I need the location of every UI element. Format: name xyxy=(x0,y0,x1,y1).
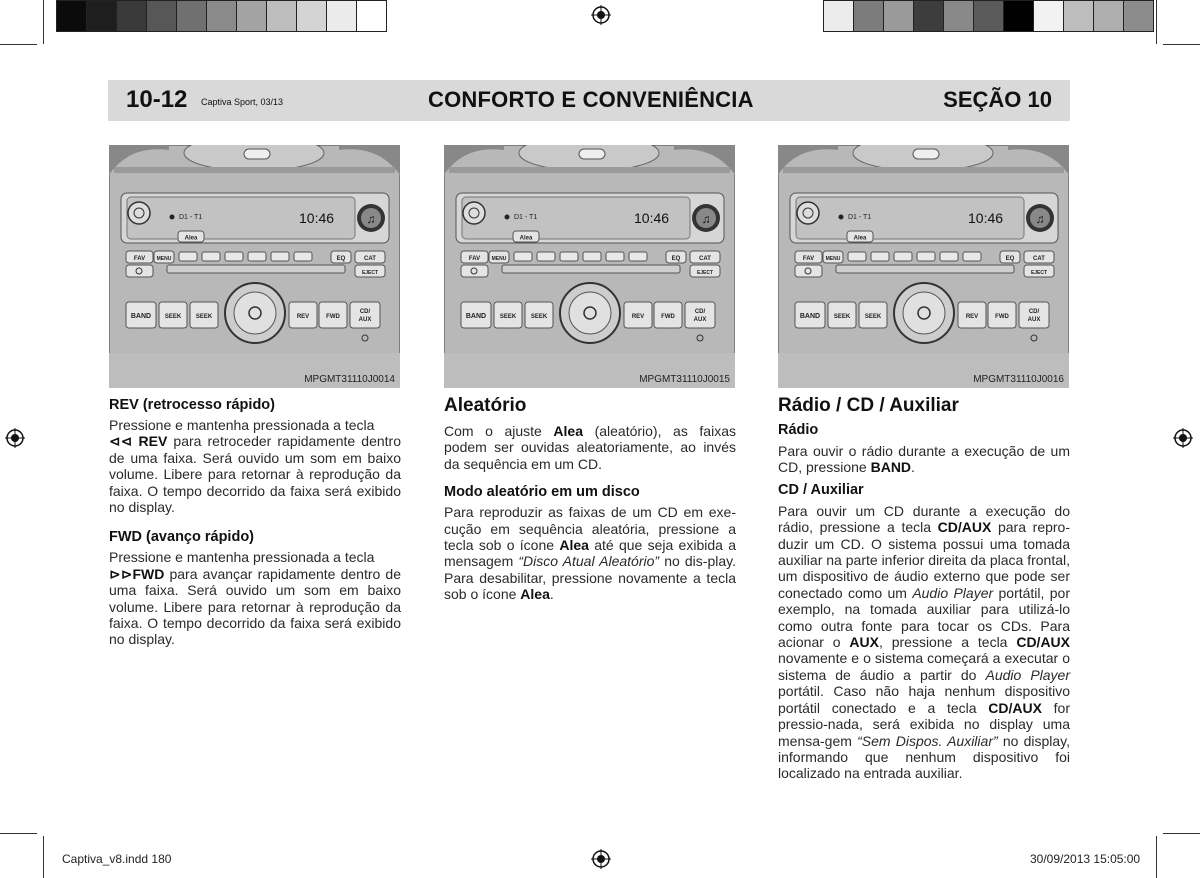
preset-button xyxy=(963,252,981,261)
text: . xyxy=(911,459,915,476)
svg-text:SEEK: SEEK xyxy=(499,314,517,320)
footer-datetime: 30/09/2013 15:05:00 xyxy=(1030,852,1141,866)
color-swatch xyxy=(327,1,357,31)
crop-mark xyxy=(1163,833,1200,834)
aux-key: AUX xyxy=(849,634,879,651)
alea-key: Alea xyxy=(559,537,589,554)
audio-player-term: Audio Player xyxy=(985,666,1070,683)
preset-button xyxy=(248,252,266,261)
music-note-icon xyxy=(357,204,385,232)
text: no display, informando que nenhum dispositivo foi localizado na entrada auxiliar. xyxy=(778,732,1070,782)
svg-text:♫: ♫ xyxy=(1035,212,1045,226)
svg-text:REV: REV xyxy=(965,314,979,320)
clock-display: 10:46 xyxy=(634,210,670,226)
radio-panel-image xyxy=(444,145,735,388)
preset-button xyxy=(560,252,578,261)
fwd-paragraph xyxy=(109,549,401,647)
cat-button xyxy=(1024,251,1054,263)
power-knob-icon xyxy=(128,202,150,224)
display-message: “Disco Atual Aleatório” xyxy=(518,553,660,570)
text: (aleatório), as faixas podem ser ouvidas aleatoriamente, ao invés da sequência em um CD. xyxy=(444,423,736,472)
fwd-text: Pressione e mantenha pressionada a tecla xyxy=(109,549,375,566)
image-code: MPGMT31110J0014 xyxy=(304,374,395,385)
page-header xyxy=(108,80,1070,121)
crop-mark xyxy=(1156,836,1157,878)
svg-text:CAT: CAT xyxy=(364,256,376,262)
column-aleatorio xyxy=(444,395,736,603)
clock-button xyxy=(795,265,822,277)
column-radio-cd-aux xyxy=(778,395,1070,782)
svg-text:SEEK: SEEK xyxy=(864,314,882,320)
svg-text:Alea: Alea xyxy=(519,235,533,242)
svg-text:SEEK: SEEK xyxy=(195,314,213,320)
edition-label: Captiva Sport, 03/13 xyxy=(201,97,284,107)
image-code: MPGMT31110J0016 xyxy=(973,374,1064,385)
svg-text:MENU: MENU xyxy=(825,256,841,262)
cd-aux-subheading: CD / Auxiliar xyxy=(778,481,864,498)
radio-illustration-2 xyxy=(444,145,735,388)
preset-button xyxy=(629,252,647,261)
color-swatch xyxy=(974,1,1004,31)
band-button xyxy=(795,302,825,328)
power-knob-icon xyxy=(463,202,485,224)
display-message: “Sem Dispos. Auxiliar” xyxy=(857,732,998,749)
band-key: BAND xyxy=(870,459,912,476)
clock-button xyxy=(461,265,488,277)
column-rev-fwd xyxy=(109,397,401,648)
text: Com o ajuste xyxy=(444,423,554,439)
color-swatch xyxy=(914,1,944,31)
svg-text:MENU: MENU xyxy=(156,256,172,262)
svg-text:EQ: EQ xyxy=(671,256,681,262)
svg-text:REV: REV xyxy=(631,314,645,320)
svg-text:BAND: BAND xyxy=(799,313,821,320)
svg-text:CD/: CD/ xyxy=(694,309,706,315)
crop-mark xyxy=(1156,0,1157,44)
radio-panel-image xyxy=(778,145,1069,388)
svg-text:Alea: Alea xyxy=(853,235,867,242)
cd-aux-key: CD/AUX xyxy=(1016,634,1070,651)
svg-text:EQ: EQ xyxy=(1005,256,1015,262)
text: . xyxy=(549,586,554,603)
color-swatch xyxy=(177,1,207,31)
svg-text:Alea: Alea xyxy=(184,235,198,242)
modo-aleatorio-paragraph xyxy=(444,504,736,602)
seek-forward-button xyxy=(859,302,887,328)
color-swatch xyxy=(267,1,297,31)
svg-text:SEEK: SEEK xyxy=(833,314,851,320)
svg-text:SEEK: SEEK xyxy=(164,314,182,320)
color-swatch xyxy=(1034,1,1064,31)
crop-mark xyxy=(43,836,44,878)
seek-back-button xyxy=(828,302,856,328)
clock-display: 10:46 xyxy=(968,210,1004,226)
svg-text:CAT: CAT xyxy=(699,256,711,262)
alea-label xyxy=(847,231,873,242)
fav-button xyxy=(461,251,488,263)
svg-text:AUX: AUX xyxy=(693,317,707,323)
svg-text:AUX: AUX xyxy=(1027,317,1041,323)
svg-text:MENU: MENU xyxy=(491,256,507,262)
menu-button xyxy=(489,251,509,263)
rev-button xyxy=(624,302,652,328)
registration-mark-icon xyxy=(5,428,25,448)
svg-text:CAT: CAT xyxy=(1033,256,1045,262)
cd-aux-paragraph xyxy=(778,503,1070,782)
preset-button xyxy=(225,252,243,261)
radio-illustration-1 xyxy=(109,145,400,388)
color-swatches-left xyxy=(56,0,387,32)
band-button xyxy=(461,302,491,328)
preset-button xyxy=(848,252,866,261)
cd-slot xyxy=(502,265,680,273)
preset-button xyxy=(271,252,289,261)
preset-button xyxy=(917,252,935,261)
svg-text:FWD: FWD xyxy=(995,314,1009,320)
text: for pressio-nada, será exibida no display uma mensa-gem xyxy=(778,699,1070,749)
color-swatch xyxy=(854,1,884,31)
radio-illustration-3 xyxy=(778,145,1069,388)
color-swatch xyxy=(117,1,147,31)
svg-text:SEEK: SEEK xyxy=(530,314,548,320)
eq-button xyxy=(1000,251,1020,263)
track-display: D1 - T1 xyxy=(514,214,538,221)
eject-button xyxy=(1024,265,1054,277)
cd-slot xyxy=(167,265,345,273)
track-display: D1 - T1 xyxy=(179,214,203,221)
volume-knob-icon xyxy=(560,283,620,343)
color-swatch xyxy=(944,1,974,31)
svg-text:♫: ♫ xyxy=(366,212,376,226)
svg-text:BAND: BAND xyxy=(130,313,152,320)
text: no dis-play. Para desabilitar, pressione novamente a tecla sob o ícone xyxy=(444,553,736,603)
svg-text:FAV: FAV xyxy=(802,256,815,262)
registration-mark-icon xyxy=(1173,428,1193,448)
registration-mark-icon xyxy=(591,849,611,869)
color-swatch xyxy=(237,1,267,31)
aleatorio-heading: Aleatório xyxy=(444,395,527,416)
preset-button xyxy=(294,252,312,261)
rev-text: Pressione e mantenha pressionada a tecla xyxy=(109,417,375,433)
cd-slot xyxy=(836,265,1014,273)
color-swatch xyxy=(57,1,87,31)
fav-button xyxy=(126,251,153,263)
text: portátil. Caso não haja nenhum dispositivo portátil conectado e a tecla xyxy=(778,683,1070,716)
cd-aux-key: CD/AUX xyxy=(937,519,992,536)
footer-file-info: Captiva_v8.indd 180 xyxy=(62,852,172,866)
cd-aux-button xyxy=(1019,302,1049,328)
color-swatch xyxy=(87,1,117,31)
music-note-icon xyxy=(692,204,720,232)
cat-button xyxy=(690,251,720,263)
cat-button xyxy=(355,251,385,263)
preset-button xyxy=(179,252,197,261)
preset-button xyxy=(894,252,912,261)
crop-mark xyxy=(0,44,37,45)
crop-mark xyxy=(43,0,44,44)
preset-button xyxy=(606,252,624,261)
radio-cd-aux-heading: Rádio / CD / Auxiliar xyxy=(778,395,959,416)
color-swatch xyxy=(824,1,854,31)
svg-text:BAND: BAND xyxy=(465,313,487,320)
chapter-title: CONFORTO E CONVENIÊNCIA xyxy=(428,87,754,112)
svg-text:FWD: FWD xyxy=(326,314,340,320)
svg-text:FAV: FAV xyxy=(468,256,481,262)
text: , pressione a tecla xyxy=(878,634,1017,651)
preset-button xyxy=(514,252,532,261)
seek-back-button xyxy=(494,302,522,328)
cd-aux-button xyxy=(685,302,715,328)
svg-text:EJECT: EJECT xyxy=(361,270,379,276)
alea-label xyxy=(513,231,539,242)
svg-text:FWD: FWD xyxy=(661,314,675,320)
color-swatch xyxy=(357,1,386,31)
fwd-text: para avançar rapidamente dentro de uma faixa. Será ouvido um som em baixo volume. Libere para retornar à reprodução da faixa. O tempo decorrido da faixa será exibido no display. xyxy=(109,565,401,648)
radio-panel-image xyxy=(109,145,400,388)
rev-text: para retroceder rapidamente dentro de uma faixa. Será ouvido um som em baixo volume. Libere para retornar à reprodução da faixa. O tempo decorrido da faixa será exibido no display. xyxy=(109,433,401,516)
seek-back-button xyxy=(159,302,187,328)
volume-knob-icon xyxy=(894,283,954,343)
svg-text:EJECT: EJECT xyxy=(696,270,714,276)
color-swatch xyxy=(1094,1,1124,31)
track-display: D1 - T1 xyxy=(848,214,872,221)
color-swatch xyxy=(147,1,177,31)
alea-key: Alea xyxy=(520,586,550,603)
color-swatch xyxy=(884,1,914,31)
aleatorio-paragraph xyxy=(444,423,736,472)
cd-aux-key: CD/AUX xyxy=(988,699,1042,716)
preset-button xyxy=(202,252,220,261)
registration-mark-icon xyxy=(591,5,611,25)
svg-text:REV: REV xyxy=(296,314,310,320)
menu-button xyxy=(154,251,174,263)
image-code: MPGMT31110J0015 xyxy=(639,374,730,385)
fwd-button xyxy=(319,302,347,328)
clock-display: 10:46 xyxy=(299,210,335,226)
alea-label xyxy=(178,231,204,242)
volume-knob-icon xyxy=(225,283,285,343)
crop-mark xyxy=(1163,44,1200,45)
audio-player-term: Audio Player xyxy=(912,584,994,601)
rev-button xyxy=(289,302,317,328)
svg-text:AUX: AUX xyxy=(358,317,372,323)
preset-button xyxy=(583,252,601,261)
band-button xyxy=(126,302,156,328)
cd-aux-button xyxy=(350,302,380,328)
preset-button xyxy=(537,252,555,261)
clock-button xyxy=(126,265,153,277)
text: até que seja exibida a mensagem xyxy=(444,537,736,570)
alea-key: Alea xyxy=(553,423,583,439)
svg-text:CD/: CD/ xyxy=(359,309,371,315)
svg-text:CD/: CD/ xyxy=(1028,309,1040,315)
fwd-heading: FWD (avanço rápido) xyxy=(109,529,255,546)
page-number: 10-12 xyxy=(126,86,188,113)
svg-text:EJECT: EJECT xyxy=(1030,270,1048,276)
crop-mark xyxy=(0,833,37,834)
color-swatch xyxy=(207,1,237,31)
radio-subheading: Rádio xyxy=(778,422,819,438)
rev-paragraph xyxy=(109,417,401,515)
svg-text:FAV: FAV xyxy=(133,256,146,262)
music-note-icon xyxy=(1026,204,1054,232)
text: portátil, por exemplo, na tomada auxiliar para utilizá-lo como outra fonte para tocar os CDs. Para acionar o xyxy=(778,584,1070,651)
color-swatch xyxy=(1124,1,1153,31)
fwd-button xyxy=(654,302,682,328)
seek-forward-button xyxy=(190,302,218,328)
color-swatch xyxy=(1064,1,1094,31)
eject-button xyxy=(690,265,720,277)
section-label: SEÇÃO 10 xyxy=(943,87,1052,112)
rev-button xyxy=(958,302,986,328)
eject-button xyxy=(355,265,385,277)
preset-button xyxy=(940,252,958,261)
seek-forward-button xyxy=(525,302,553,328)
svg-text:EQ: EQ xyxy=(336,256,346,262)
text: novamente e o sistema começará a executar o sistema de áudio a partir do xyxy=(778,650,1070,683)
fwd-key: ⊳⊳FWD xyxy=(109,565,165,582)
radio-paragraph xyxy=(778,443,1070,476)
eq-button xyxy=(666,251,686,263)
preset-button xyxy=(871,252,889,261)
color-swatch xyxy=(1004,1,1034,31)
text: Para ouvir um CD durante a execução do rádio, pressione a tecla xyxy=(778,502,1070,536)
rev-heading: REV (retrocesso rápido) xyxy=(109,397,275,413)
rev-key: ⊲⊲ REV xyxy=(109,433,168,450)
modo-aleatorio-heading: Modo aleatório em um disco xyxy=(444,484,640,501)
fwd-button xyxy=(988,302,1016,328)
fav-button xyxy=(795,251,822,263)
menu-button xyxy=(823,251,843,263)
color-swatch xyxy=(297,1,327,31)
power-knob-icon xyxy=(797,202,819,224)
text: Para ouvir o rádio durante a execução de um CD, pressione xyxy=(778,443,1070,476)
text: Para reproduzir as faixas de um CD em exe-cução em sequência aleatória, pressione a tecla sob o ícone xyxy=(444,504,736,554)
svg-text:♫: ♫ xyxy=(701,212,711,226)
text: para repro-duzir um CD. O sistema possui uma tomada auxiliar na parte inferior direita da placa frontal, um dispositivo de áudio externo que pode ser conectado como um xyxy=(778,519,1070,601)
color-swatches-right xyxy=(823,0,1154,32)
eq-button xyxy=(331,251,351,263)
